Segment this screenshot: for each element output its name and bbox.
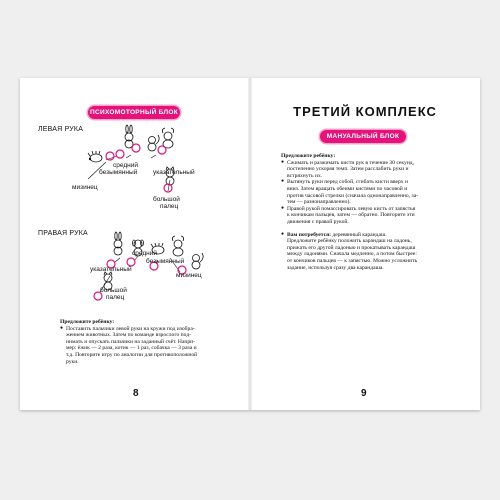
right-little-finger-label: мизинец <box>176 272 202 279</box>
right-ring-finger-label: безымянный <box>146 258 185 265</box>
right-hand-label: ПРАВАЯ РУКА <box>38 230 88 237</box>
psychomotor-block-label: ПСИХОМОТОРНЫЙ БЛОК <box>88 106 180 119</box>
right-bullet-line: движения с правой рукой. <box>287 218 349 225</box>
right-bullet-line: тем — разнонаправленно). <box>287 199 351 206</box>
right-instruction-heading: Предложите ребёнку: <box>281 153 336 159</box>
right-bullet-line: постепенно ускоряя темп. Затем расслабить руки и <box>287 166 409 173</box>
right-thumb-label-line2: палец <box>106 294 125 301</box>
needed-value: деревянный карандаш. <box>330 231 387 238</box>
right-thumb-label-line1: большой <box>100 287 127 294</box>
needed-description-line: Предложите ребёнку положить карандаш на ладонь, <box>287 238 412 245</box>
right-bullet-line: ● Сжимать и разжимать кисти рук в течение 30 секунд, <box>281 160 453 167</box>
left-thumb-label-line1: большой <box>153 196 180 203</box>
left-instruction-line: т.д. Повторите игру по аналогии для противоположной <box>66 351 198 358</box>
left-instruction-line: ● Поставить пальчики левой руки на кружи под изобра- <box>60 326 240 333</box>
needed-description-line: от кончиков пальцев — к запястью. Можно усложнить <box>287 257 418 264</box>
left-instruction-line: мер: ёжик — 2 раза, котик — 1 раз, собачка — 3 раза и <box>66 345 197 352</box>
right-page <box>250 78 480 410</box>
needed-label: Вам потребуется: <box>287 231 331 238</box>
right-bullet-line: вниз. Затем вращать обеими кистями по часовой и <box>287 185 408 192</box>
needed-line <box>281 232 453 239</box>
left-page <box>20 78 250 410</box>
left-index-finger-label: указательный <box>153 169 195 176</box>
book-spread <box>20 78 480 410</box>
left-ring-finger-label: безымянный <box>99 169 138 176</box>
left-thumb-label-line2: палец <box>160 203 179 210</box>
finger-circle-middle <box>127 258 135 266</box>
right-bullet-line: к кончикам пальцев, затем — обратно. Повторите эти <box>287 212 415 219</box>
ram-icon <box>172 236 183 256</box>
manual-block-label: МАНУАЛЬНЫЙ БЛОК <box>320 130 406 143</box>
right-index-finger-label: указательный <box>90 266 132 273</box>
left-little-finger-label: мизинец <box>72 184 98 191</box>
right-middle-finger-label: средний <box>132 250 157 257</box>
left-instruction-heading: Предложите ребёнку: <box>60 319 115 325</box>
left-instruction-line: руки. <box>66 358 79 365</box>
squirrel-icon <box>192 253 203 269</box>
bunny-icon <box>114 232 122 255</box>
left-instruction-line: нимать и опускать пальчики на заданный счёт. Напри- <box>66 338 196 345</box>
needed-description-line: задание, используя сразу два карандаша. <box>287 264 384 271</box>
page-number-right: 9 <box>361 388 367 399</box>
left-hand-label: ЛЕВАЯ РУКА <box>38 126 84 133</box>
left-middle-finger-label: средний <box>113 162 138 169</box>
right-bullet-line: ● Правой рукой помассировать левую кисть от запястья <box>281 206 453 213</box>
left-instruction-line: жением животных. Затем по команде взрослого под- <box>66 332 192 339</box>
right-bullet-line: ● Вытянуть руки перед собой, сгибать кисти вверх и <box>281 179 453 186</box>
page-number-left: 8 <box>133 388 139 399</box>
needed-description-line: между ладонями. Сначала медленно, а потом быстрее: <box>287 251 417 258</box>
right-instruction-block <box>281 153 453 271</box>
needed-description-line: прижать его другой ладонью и прокатывать карандаш <box>287 244 416 251</box>
right-bullet-line: против часовой стрелки (сначала однонаправленно, за- <box>287 192 419 199</box>
complex-title: ТРЕТИЙ КОМПЛЕКС <box>293 104 437 119</box>
left-instruction-block <box>60 319 240 365</box>
right-bullet-line: встряхнуть их. <box>287 172 323 179</box>
